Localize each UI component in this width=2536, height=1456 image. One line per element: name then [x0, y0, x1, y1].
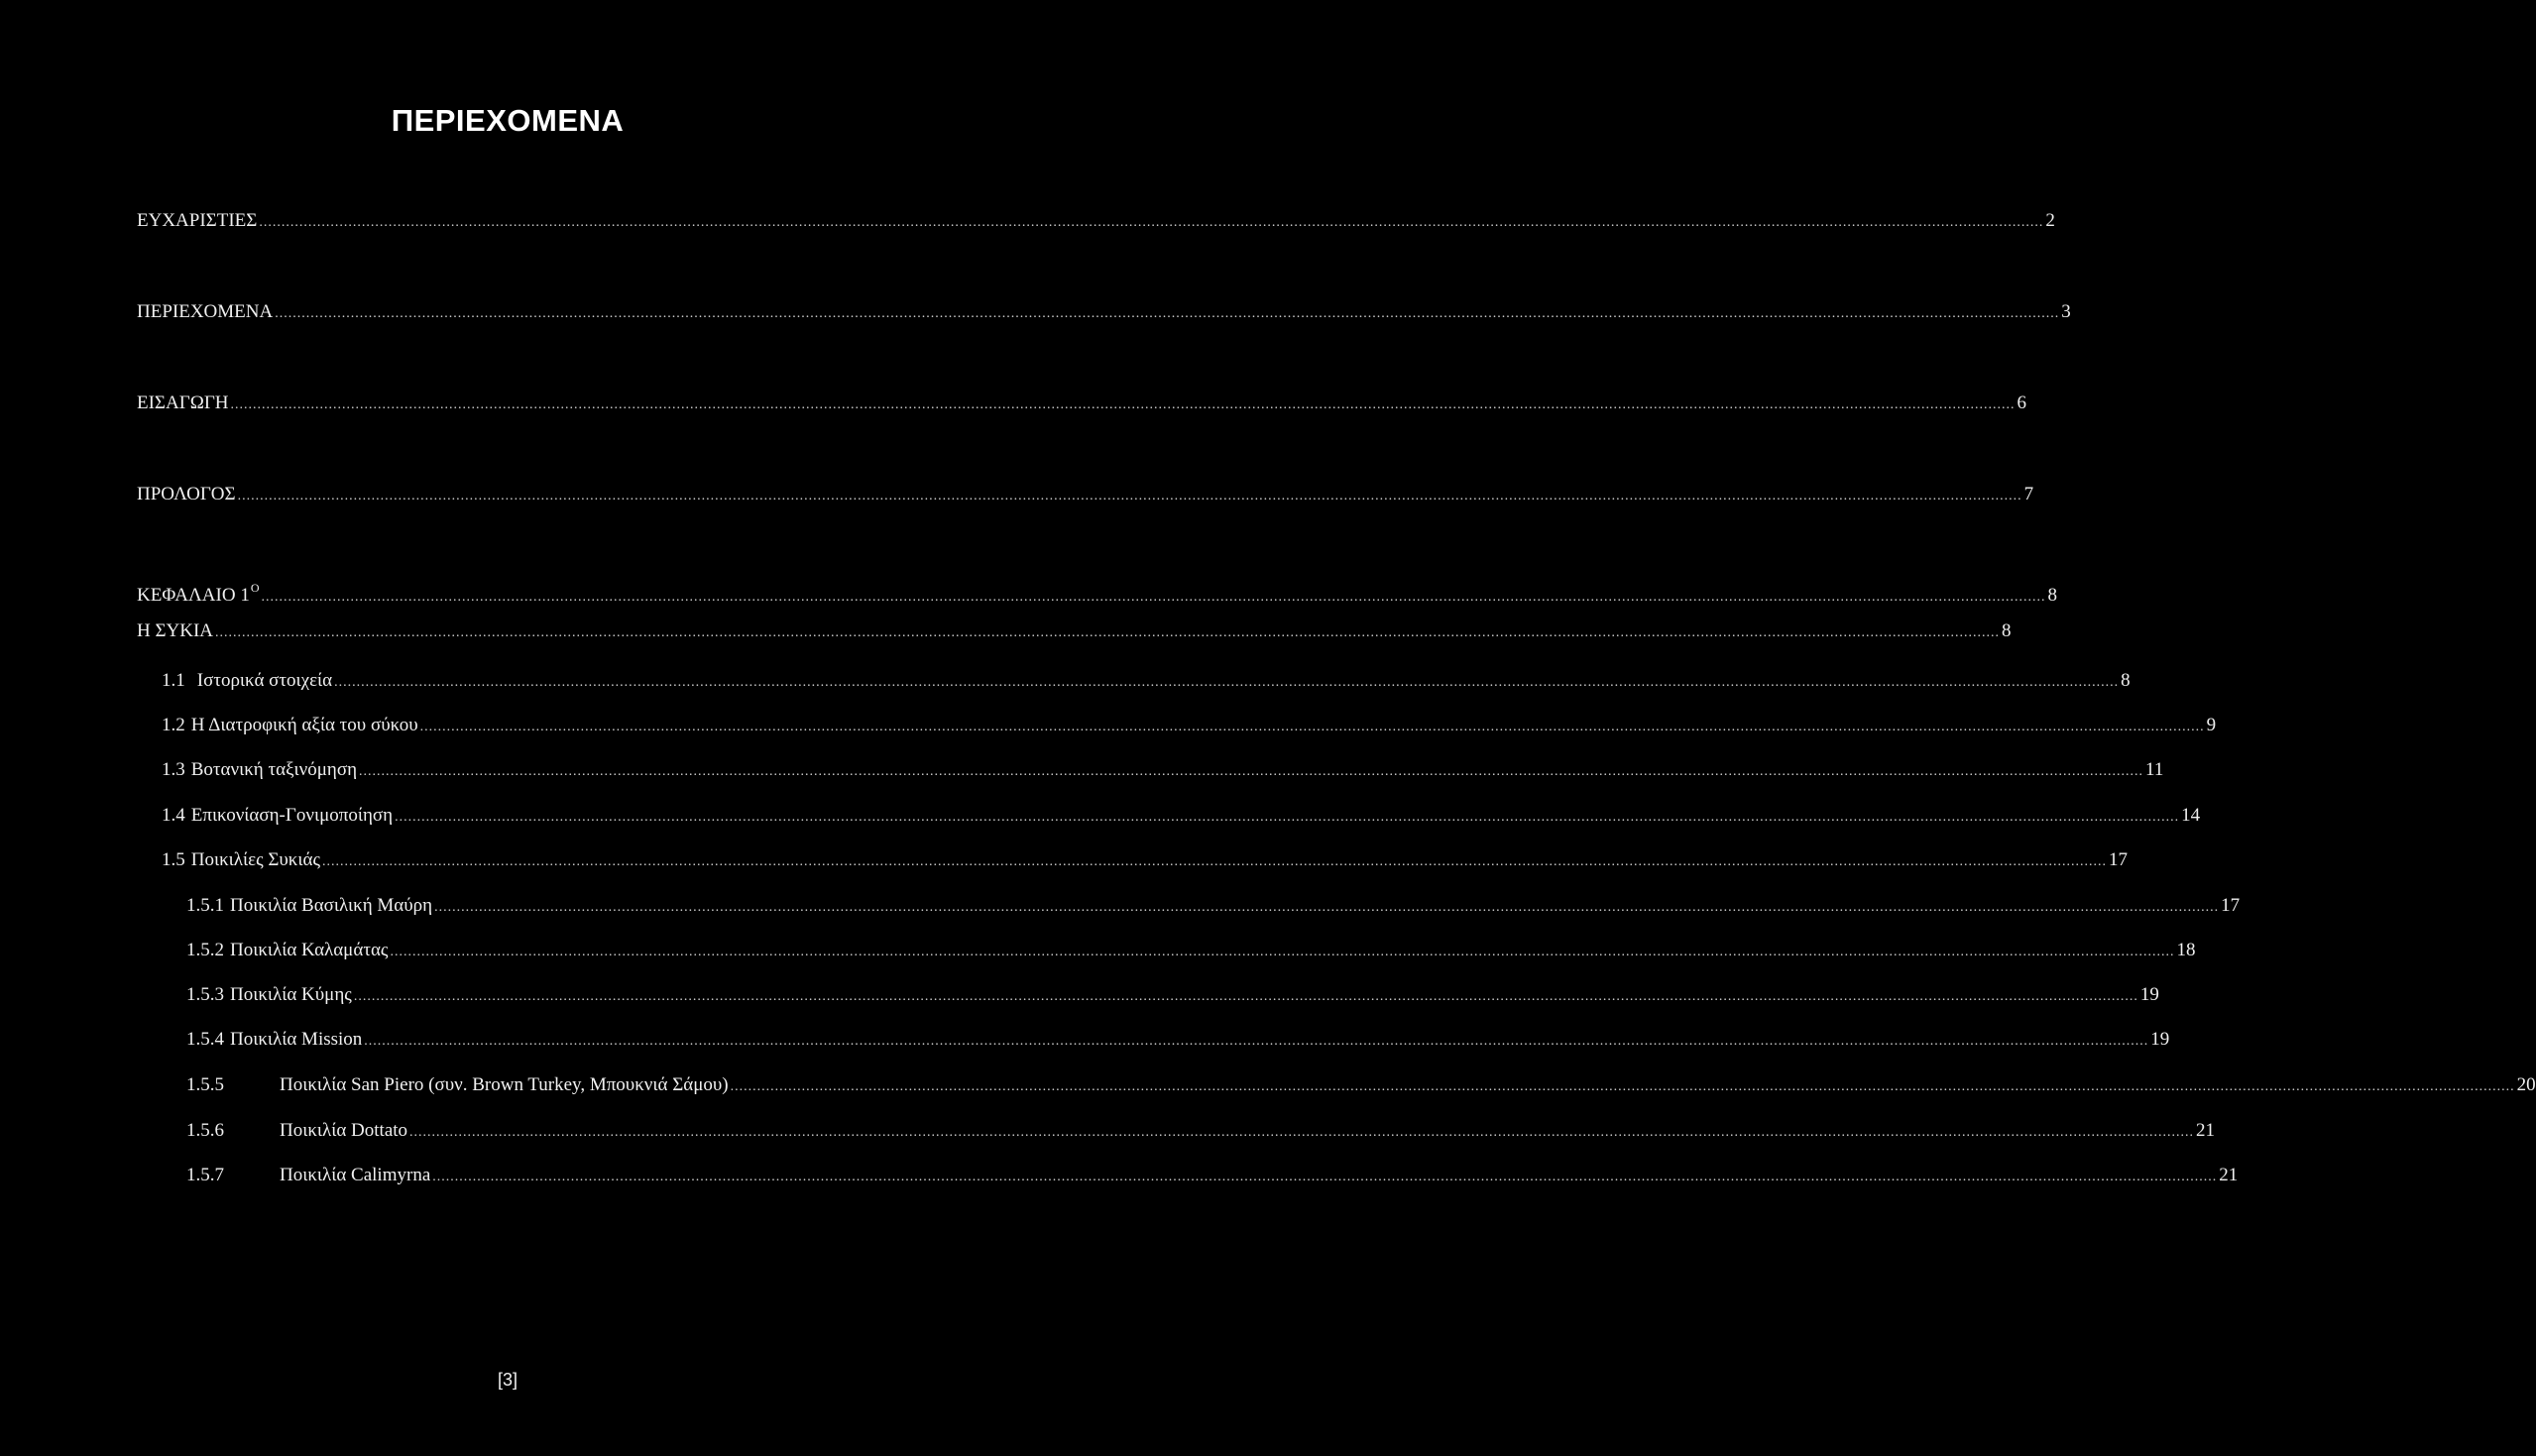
toc-entry-label-text: ΠΡΟΛΟΓΟΣ — [137, 484, 236, 504]
toc-dot-leader: ................................................................................................................................................................................................................................................................................................................................................................................................................ — [321, 854, 2107, 869]
toc-entry-page: 8 — [2047, 585, 2057, 606]
toc-entry-label-text: ΕΥΧΑΡΙΣΤΙΕΣ — [137, 210, 258, 231]
toc-entry-label — [230, 1027, 362, 1053]
toc-entry[interactable] — [137, 299, 2071, 325]
toc-entry-page: 17 — [2108, 849, 2128, 870]
toc-entry-label — [191, 713, 418, 738]
toc-entry-number: 1.2 — [162, 715, 185, 735]
toc-entry-label-text: Επικονίαση-Γονιμοποίηση — [190, 805, 394, 826]
toc-entry-page: 8 — [2002, 620, 2012, 641]
toc-entry-label — [280, 1118, 407, 1144]
toc-entry-number: 1.5.2 — [186, 940, 224, 960]
toc-dot-leader: ................................................................................................................................................................................................................................................................................................................................................................................................................ — [259, 215, 2044, 230]
toc-entry-number: 1.5.6 — [186, 1120, 224, 1141]
toc-entry-label — [230, 938, 388, 963]
toc-dot-leader: ................................................................................................................................................................................................................................................................................................................................................................................................................ — [215, 625, 2001, 640]
toc-dot-leader: ................................................................................................................................................................................................................................................................................................................................................................................................................ — [237, 489, 2022, 504]
toc-entry[interactable] — [186, 1072, 2536, 1098]
toc-dot-leader: ................................................................................................................................................................................................................................................................................................................................................................................................................ — [261, 590, 2046, 605]
toc-entry-number: 1.1 — [162, 670, 185, 691]
toc-entry-number: 1.5.3 — [186, 984, 224, 1005]
toc-entry-label-text: ΠΕΡΙΕΧΟΜΕΝΑ — [137, 301, 274, 322]
toc-entry-page: 20 — [2516, 1074, 2536, 1095]
toc-entry-label — [191, 757, 357, 783]
toc-entry-page: 19 — [2139, 984, 2159, 1005]
toc-entry-page: 2 — [2045, 210, 2055, 231]
toc-dot-leader: ................................................................................................................................................................................................................................................................................................................................................................................................................ — [432, 1170, 2218, 1184]
toc-entry-page: 21 — [2196, 1120, 2216, 1141]
toc-entry-page: 17 — [2221, 895, 2241, 916]
toc-entry-label — [137, 575, 260, 609]
page-title: ΠΕΡΙΕΧΟΜΕΝΑ — [391, 103, 625, 138]
toc-entry-label-text: Ιστορικά στοιχεία — [196, 670, 333, 691]
toc-entry-page: 8 — [2121, 670, 2131, 691]
toc-entry-label-text: Ποικιλία Βασιλική Μαύρη — [230, 895, 433, 916]
toc-entry-label-text: ΚΕΦΑΛΑΙΟ 1 — [137, 585, 250, 606]
toc-entry-label — [280, 1163, 430, 1188]
toc-entry-number: 1.5.1 — [186, 895, 224, 916]
toc-dot-leader: ................................................................................................................................................................................................................................................................................................................................................................................................................ — [730, 1079, 2515, 1094]
toc-entry-label-text: Ποικιλία Κύμης — [230, 984, 352, 1005]
toc-entry[interactable] — [137, 482, 2034, 507]
toc-dot-leader: ................................................................................................................................................................................................................................................................................................................................................................................................................ — [409, 1125, 2195, 1140]
toc-entry-label — [137, 299, 273, 325]
toc-entry[interactable] — [162, 803, 2201, 829]
toc-entry[interactable] — [186, 1027, 2170, 1053]
toc-entry-page: 3 — [2061, 301, 2071, 322]
toc-entry[interactable] — [137, 575, 2057, 606]
toc-entry-page: 9 — [2206, 715, 2217, 735]
toc-entry[interactable] — [137, 208, 2055, 234]
toc-entry[interactable] — [186, 982, 2159, 1008]
toc-entry-label-text: Ποικιλία Mission — [230, 1029, 363, 1050]
toc-entry-label — [137, 208, 257, 234]
toc-entry-label — [191, 803, 393, 829]
toc-entry-label-text: Ποικιλία Calimyrna — [280, 1165, 431, 1185]
toc-entry-page: 18 — [2176, 940, 2196, 960]
toc-entry-page: 7 — [2023, 484, 2034, 504]
toc-entry[interactable] — [186, 1118, 2216, 1144]
toc-entry-label-text: ΕΙΣΑΓΩΓΗ — [137, 392, 229, 413]
toc-dot-leader: ................................................................................................................................................................................................................................................................................................................................................................................................................ — [434, 900, 2220, 915]
toc-entry[interactable] — [186, 1163, 2239, 1188]
toc-entry-page: 14 — [2181, 805, 2201, 826]
toc-entry-label — [137, 618, 213, 644]
toc-entry-label — [230, 893, 432, 919]
toc-entry-number: 1.3 — [162, 759, 185, 780]
toc-entry[interactable] — [186, 938, 2196, 963]
toc-entry-label — [137, 391, 229, 416]
toc-entry-label-text: Η Διατροφική αξία του σύκου — [190, 715, 418, 735]
toc-entry-page: 21 — [2219, 1165, 2239, 1185]
toc-dot-leader: ................................................................................................................................................................................................................................................................................................................................................................................................................ — [390, 945, 2175, 959]
toc-dot-leader: ................................................................................................................................................................................................................................................................................................................................................................................................................ — [419, 720, 2205, 734]
toc-entry-page: 11 — [2145, 759, 2164, 780]
toc-entry[interactable] — [162, 757, 2164, 783]
toc-dot-leader: ................................................................................................................................................................................................................................................................................................................................................................................................................ — [334, 675, 2120, 690]
toc-entry-label — [137, 482, 236, 507]
toc-entry-page: 19 — [2150, 1029, 2170, 1050]
toc-entry[interactable] — [186, 893, 2241, 919]
toc-entry-label — [197, 668, 332, 694]
page-number: [3] — [497, 1370, 518, 1390]
toc-entry[interactable] — [162, 668, 2131, 694]
toc-entry-superscript: Ο — [250, 581, 260, 595]
toc-dot-leader: ................................................................................................................................................................................................................................................................................................................................................................................................................ — [364, 1034, 2149, 1049]
toc-entry-label-text: Βοτανική ταξινόμηση — [190, 759, 358, 780]
toc-entry-label-text: Ποικιλία Καλαμάτας — [230, 940, 389, 960]
toc-dot-leader: ................................................................................................................................................................................................................................................................................................................................................................................................................ — [353, 989, 2138, 1004]
toc-entry-label-text: Ποικιλίες Συκιάς — [190, 849, 320, 870]
toc-entry-label — [280, 1072, 729, 1098]
toc-entry-label-text: Η ΣΥΚΙΑ — [137, 620, 214, 641]
toc-entry-label-text: Ποικιλία Dottato — [280, 1120, 408, 1141]
toc-entry-number: 1.5 — [162, 849, 185, 870]
toc-entry-number: 1.5.7 — [186, 1165, 224, 1185]
toc-entry-label — [191, 847, 320, 873]
toc-dot-leader: ................................................................................................................................................................................................................................................................................................................................................................................................................ — [275, 306, 2060, 321]
toc-entry-number: 1.4 — [162, 805, 185, 826]
toc-dot-leader: ................................................................................................................................................................................................................................................................................................................................................................................................................ — [230, 397, 2016, 412]
toc-dot-leader: ................................................................................................................................................................................................................................................................................................................................................................................................................ — [359, 764, 2144, 779]
toc-entry[interactable] — [162, 713, 2217, 738]
toc-entry[interactable] — [137, 391, 2027, 416]
toc-entry[interactable] — [162, 847, 2128, 873]
toc-entry[interactable] — [137, 618, 2012, 644]
toc-entry-label — [230, 982, 352, 1008]
toc-dot-leader: ................................................................................................................................................................................................................................................................................................................................................................................................................ — [395, 810, 2180, 825]
toc-entry-label-text: Ποικιλία San Piero (συν. Brown Turkey, Μπουκνιά Σάμου) — [280, 1074, 729, 1095]
toc-entry-number: 1.5.5 — [186, 1074, 224, 1095]
toc-entry-page: 6 — [2017, 392, 2027, 413]
toc-entry-number: 1.5.4 — [186, 1029, 224, 1050]
